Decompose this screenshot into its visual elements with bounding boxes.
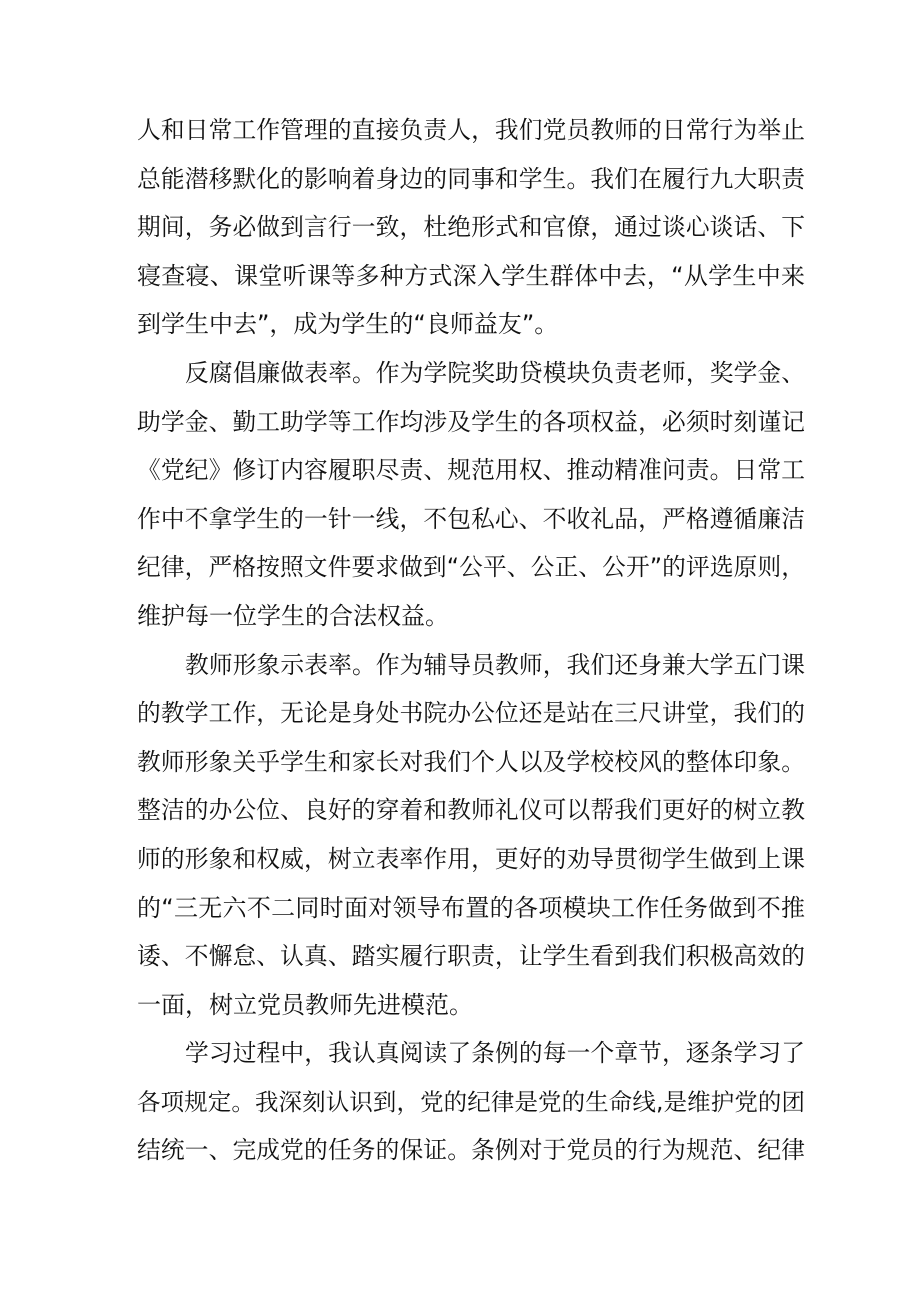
text-line: 寝查寝、课堂听课等多种方式深入学生群体中去，“从学生中来 <box>137 261 805 290</box>
text-line: 《党纪》修订内容履职尽责、规范用权、推动精准问责。日常工 <box>137 456 805 485</box>
text-line: 结统一、完成党的任务的保证。条例对于党员的行为规范、纪律 <box>137 1136 805 1165</box>
body-text <box>137 106 805 1175</box>
paragraph-start-line: 反腐倡廉做表率。作为学院奖助贷模块负责老师，奖学金、 <box>185 358 805 387</box>
text-line: 人和日常工作管理的直接负责人，我们党员教师的日常行为举止 <box>137 116 805 144</box>
text-line: 的“三无六不二同时面对领导布置的各项模块工作任务做到不推 <box>137 893 805 922</box>
text-line: 期间，务必做到言行一致，杜绝形式和官僚，通过谈心谈话、下 <box>137 213 805 242</box>
text-line: 助学金、勤工助学等工作均涉及学生的各项权益，必须时刻谨记 <box>137 407 805 436</box>
text-line: 总能潜移默化的影响着身边的同事和学生。我们在履行九大职责 <box>137 164 805 193</box>
paragraph-start-line: 教师形象示表率。作为辅导员教师，我们还身兼大学五门课 <box>185 650 805 679</box>
text-line: 的教学工作，无论是身处书院办公位还是站在三尺讲堂，我们的 <box>137 699 805 728</box>
text-line: 维护每一位学生的合法权益。 <box>137 601 449 630</box>
text-line: 各项规定。我深刻认识到，党的纪律是党的生命线,是维护党的团 <box>137 1087 805 1116</box>
text-line: 教师形象关乎学生和家长对我们个人以及学校校风的整体印象。 <box>137 747 805 776</box>
text-line: 到学生中去”，成为学生的“良师益友”。 <box>137 310 559 339</box>
text-line: 一面，树立党员教师先进模范。 <box>137 990 473 1019</box>
paragraph-start-line: 学习过程中，我认真阅读了条例的每一个章节，逐条学习了 <box>185 1039 805 1068</box>
text-line: 诿、不懈怠、认真、踏实履行职责，让学生看到我们积极高效的 <box>137 942 805 971</box>
text-line: 师的形象和权威，树立表率作用，更好的劝导贯彻学生做到上课 <box>137 844 805 873</box>
text-line: 整洁的办公位、良好的穿着和教师礼仪可以帮我们更好的树立教 <box>137 796 805 825</box>
text-line: 纪律，严格按照文件要求做到“公平、公正、公开”的评选原则， <box>137 553 805 582</box>
text-line: 作中不拿学生的一针一线，不包私心、不收礼品，严格遵循廉洁 <box>137 504 805 533</box>
